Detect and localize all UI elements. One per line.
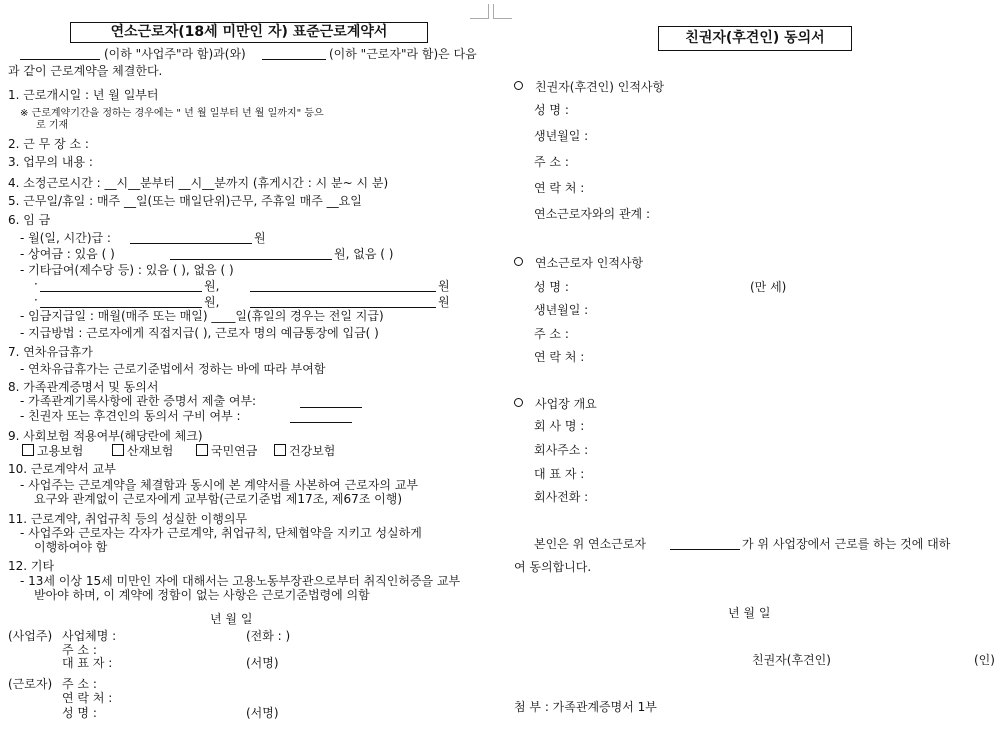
minor-name: 성 명 : <box>534 280 569 294</box>
circle-bullet-icon <box>514 257 523 266</box>
minor-contact: 연 락 처 : <box>534 350 585 364</box>
other-pay-blank-2 <box>250 291 436 292</box>
consent-statement-3: 여 동의합니다. <box>514 560 592 574</box>
worker-signature: (서명) <box>246 706 279 720</box>
bonus-blank <box>170 259 332 260</box>
guardian-name: 성 명 : <box>534 103 569 117</box>
insurance-employment[interactable]: 고용보험 <box>22 444 83 458</box>
minor-address: 주 소 : <box>534 327 569 341</box>
company-name: 회 사 명 : <box>534 419 585 433</box>
employer-phone: (전화 : ) <box>246 629 291 643</box>
item-5-workdays: 5. 근무일/휴일 : 매주 __일(또는 매일단위)근무, 주휴일 매주 __요일 <box>8 194 362 208</box>
guardian-address: 주 소 : <box>534 155 569 169</box>
checkbox[interactable] <box>196 444 208 456</box>
intro-line-2: 과 같이 근로계약을 체결한다. <box>8 64 163 78</box>
item-1-note-2: 로 기재 <box>36 120 69 131</box>
minor-section-heading: 연소근로자 인적사항 <box>514 256 643 270</box>
item-11-detail-2: 이행하여야 함 <box>34 540 108 554</box>
insurance-industrial[interactable]: 산재보험 <box>112 444 173 458</box>
contract-date: 년 월 일 <box>210 612 253 626</box>
other-pay-blank-3 <box>40 307 202 308</box>
other-pay-unit-4: 원 <box>438 295 450 309</box>
company-phone: 회사전화 : <box>534 490 589 504</box>
consent-statement-1: 본인은 위 연소근로자 <box>534 537 646 551</box>
employer-company-name: 사업체명 : <box>62 629 117 643</box>
crop-mark-left <box>470 4 489 19</box>
other-pay-dot-1: · <box>34 277 38 291</box>
other-pay-label: - 기타급여(제수당 등) : 있음 ( ), 없음 ( ) <box>20 263 234 277</box>
item-8-blank-2 <box>290 422 352 423</box>
bonus-unit: 원, 없음 ( ) <box>334 247 394 261</box>
worker-name: 성 명 : <box>62 706 97 720</box>
company-address: 회사주소 : <box>534 443 589 457</box>
item-10-detail-1: - 사업주는 근로계약을 체결함과 동시에 본 계약서를 사본하여 근로자의 교부 <box>20 478 419 492</box>
checkbox[interactable] <box>22 444 34 456</box>
item-12-detail-1: - 13세 이상 15세 미만인 자에 대해서는 고용노동부장관으로부터 취직인허증을 교부 <box>20 574 461 588</box>
guardian-contact: 연 락 처 : <box>534 181 585 195</box>
minor-age: (만 세) <box>750 280 787 294</box>
other-pay-unit-2: 원 <box>438 279 450 293</box>
payday: - 임금지급일 : 매월(매주 또는 매일) ____일(휴일의 경우는 전일 지급) <box>20 309 384 323</box>
item-12-detail-2: 받아야 하며, 이 계약에 정함이 없는 사항은 근로기준법령에 의함 <box>34 588 370 602</box>
item-12-other: 12. 기타 <box>8 559 55 573</box>
item-8-detail-2: - 친권자 또는 후견인의 동의서 구비 여부 : <box>20 409 241 423</box>
other-pay-dot-2: · <box>34 293 38 307</box>
item-7-detail: - 연차유급휴가는 근로기준법에서 정하는 바에 따라 부여함 <box>20 362 326 376</box>
item-1-start-date: 1. 근로개시일 : 년 월 일부터 <box>8 88 159 102</box>
item-11-detail-1: - 사업주와 근로자는 각자가 근로계약, 취업규칙, 단체협약을 지키고 성실하게 <box>20 526 422 540</box>
intro-worker-text: (이하 "근로자"라 함)은 다음 <box>329 47 477 61</box>
attachment: 첨 부 : 가족관계증명서 1부 <box>514 700 657 714</box>
item-10-detail-2: 요구와 관계없이 근로자에게 교부함(근로기준법 제17조, 제67조 이행) <box>34 492 402 506</box>
wage-amount-blank <box>130 243 252 244</box>
checkbox[interactable] <box>274 444 286 456</box>
item-6-wage: 6. 임 금 <box>8 213 51 227</box>
item-1-note: ※ 근로계약기간을 정하는 경우에는 " 년 월 일부터 년 월 일까지" 등으 <box>20 108 324 119</box>
item-9-social-insurance: 9. 사회보험 적용여부(해당란에 체크) <box>8 429 203 443</box>
insurance-health[interactable]: 건강보험 <box>274 444 335 458</box>
item-10-contract-delivery: 10. 근로계약서 교부 <box>8 462 116 476</box>
consent-statement-2: 가 위 사업장에서 근로를 하는 것에 대하 <box>742 537 951 551</box>
item-4-working-hours: 4. 소정근로시간 : __시__분부터 __시__분까지 (휴게시간 : 시 분~ 시 분) <box>8 176 389 190</box>
circle-bullet-icon <box>514 398 523 407</box>
contract-title: 연소근로자(18세 미만인 자) 표준근로계약서 <box>70 22 428 43</box>
employer-label: (사업주) <box>8 629 53 643</box>
item-2-workplace: 2. 근 무 장 소 : <box>8 137 89 151</box>
guardian-section-heading: 친권자(후견인) 인적사항 <box>514 80 664 94</box>
other-pay-unit-1: 원, <box>204 279 220 293</box>
consent-minor-blank <box>670 549 740 550</box>
wage-amount-label: - 월(일, 시간)급 : <box>20 231 111 245</box>
item-11-obligations: 11. 근로계약, 취업규칙 등의 성실한 이행의무 <box>8 512 248 526</box>
wage-amount-unit: 원 <box>254 231 266 245</box>
employer-representative: 대 표 자 : <box>62 656 113 670</box>
minor-birth: 생년월일 : <box>534 303 589 317</box>
workplace-section-heading: 사업장 개요 <box>514 397 597 411</box>
worker-contact: 연 락 처 : <box>62 691 113 705</box>
payment-method: - 지급방법 : 근로자에게 직접지급( ), 근로자 명의 예금통장에 입금( ) <box>20 326 379 340</box>
other-pay-unit-3: 원, <box>204 295 220 309</box>
item-7-annual-leave: 7. 연차유급휴가 <box>8 345 93 359</box>
company-representative: 대 표 자 : <box>534 467 585 481</box>
insurance-pension[interactable]: 국민연금 <box>196 444 257 458</box>
employer-blank <box>20 59 100 60</box>
item-8-detail-1: - 가족관계기록사항에 관한 증명서 제출 여부: <box>20 394 257 408</box>
consent-title: 친권자(후견인) 동의서 <box>658 26 852 51</box>
other-pay-blank-1 <box>40 291 202 292</box>
consent-date: 년 월 일 <box>728 606 771 620</box>
bonus-label: - 상여금 : 있음 ( ) <box>20 247 115 261</box>
employer-address: 주 소 : <box>62 643 97 657</box>
item-3-duties: 3. 업무의 내용 : <box>8 155 93 169</box>
employer-signature: (서명) <box>246 656 279 670</box>
worker-address: 주 소 : <box>62 677 97 691</box>
item-8-blank-1 <box>300 407 362 408</box>
crop-mark-right <box>493 4 512 19</box>
checkbox[interactable] <box>112 444 124 456</box>
guardian-birth: 생년월일 : <box>534 129 589 143</box>
other-pay-blank-4 <box>250 307 436 308</box>
intro-employer-text: (이하 "사업주"라 함)과(와) <box>104 47 246 61</box>
worker-label: (근로자) <box>8 677 53 691</box>
guardian-signature-label: 친권자(후견인) <box>752 653 831 667</box>
guardian-seal: (인) <box>974 653 995 667</box>
item-8-family-cert: 8. 가족관계증명서 및 동의서 <box>8 380 159 394</box>
guardian-relation: 연소근로자와의 관계 : <box>534 207 651 221</box>
worker-blank <box>262 59 326 60</box>
circle-bullet-icon <box>514 81 523 90</box>
